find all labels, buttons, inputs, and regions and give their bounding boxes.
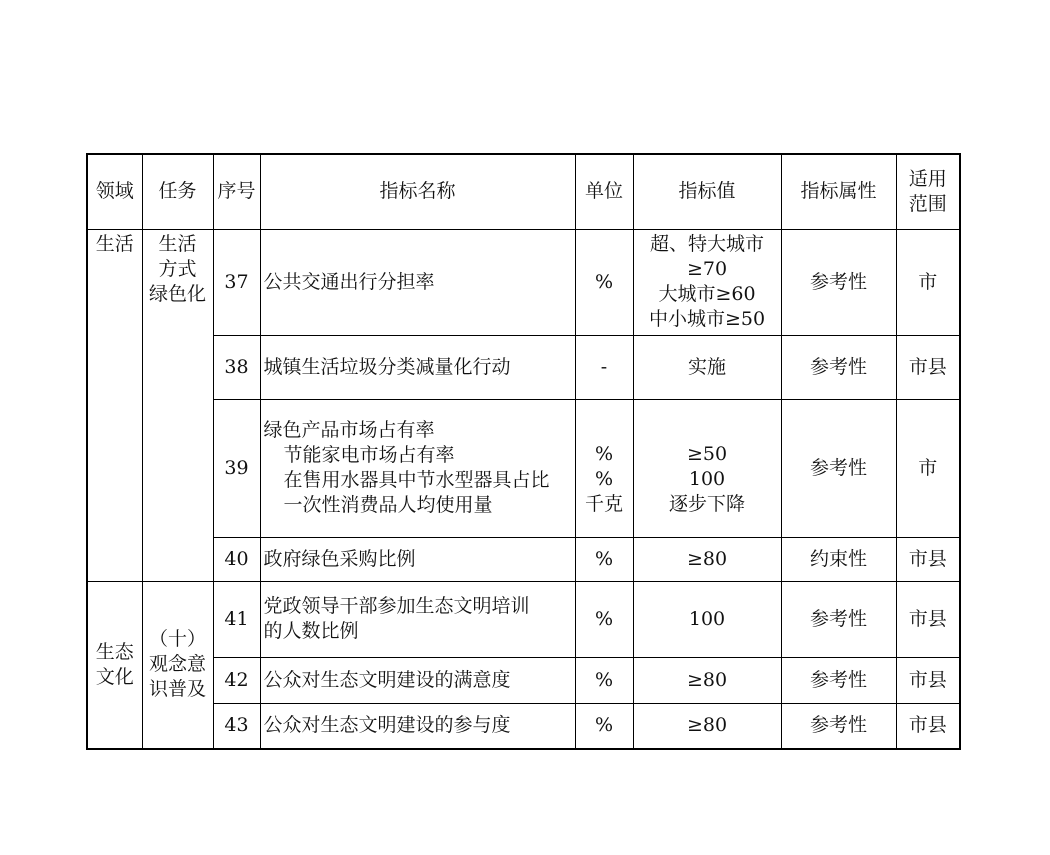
name-line: 的人数比例 bbox=[263, 620, 359, 642]
header-unit: 单位 bbox=[575, 154, 633, 229]
name-cell bbox=[260, 581, 575, 657]
header-value: 指标值 bbox=[633, 154, 781, 229]
unit-cell: - bbox=[575, 335, 633, 399]
table-row bbox=[87, 335, 960, 399]
unit-cell: % bbox=[575, 657, 633, 703]
unit-cell bbox=[575, 399, 633, 537]
table-row bbox=[87, 657, 960, 703]
sub-name-line: 一次性消费品人均使用量 bbox=[283, 494, 493, 516]
name-cell: 城镇生活垃圾分类减量化行动 bbox=[260, 335, 575, 399]
attr-cell: 参考性 bbox=[781, 399, 896, 537]
scope-cell: 市县 bbox=[896, 537, 960, 581]
attr-cell: 参考性 bbox=[781, 335, 896, 399]
value-line: 中小城市≥50 bbox=[648, 308, 766, 330]
attr-cell: 参考性 bbox=[781, 657, 896, 703]
header-seq: 序号 bbox=[213, 154, 260, 229]
header-row bbox=[87, 154, 960, 229]
indicator-table bbox=[86, 153, 961, 750]
value-cell: ≥80 bbox=[633, 703, 781, 749]
value-cell bbox=[633, 229, 781, 335]
value-line: ≥50 bbox=[686, 442, 728, 465]
task-cell-concept bbox=[142, 581, 213, 749]
name-cell bbox=[260, 399, 575, 537]
value-cell: 实施 bbox=[633, 335, 781, 399]
seq-cell: 42 bbox=[213, 657, 260, 703]
name-cell: 政府绿色采购比例 bbox=[260, 537, 575, 581]
seq-cell: 40 bbox=[213, 537, 260, 581]
value-line: 逐步下降 bbox=[668, 492, 745, 515]
name-cell: 公众对生态文明建设的满意度 bbox=[260, 657, 575, 703]
name-line: 绿色产品市场占有率 bbox=[263, 419, 435, 441]
sub-name-line: 节能家电市场占有率 bbox=[283, 444, 455, 466]
scope-cell: 市县 bbox=[896, 703, 960, 749]
seq-cell: 43 bbox=[213, 703, 260, 749]
seq-cell: 41 bbox=[213, 581, 260, 657]
task-cell-green-life bbox=[142, 229, 213, 581]
unit-line: % bbox=[594, 442, 614, 465]
value-cell bbox=[633, 399, 781, 537]
unit-line: % bbox=[594, 467, 614, 490]
table-row bbox=[87, 399, 960, 537]
name-cell: 公共交通出行分担率 bbox=[260, 229, 575, 335]
header-attr: 指标属性 bbox=[781, 154, 896, 229]
name-line: 党政领导干部参加生态文明培训 bbox=[263, 595, 530, 617]
scope-cell: 市县 bbox=[896, 657, 960, 703]
seq-cell: 37 bbox=[213, 229, 260, 335]
attr-cell: 参考性 bbox=[781, 229, 896, 335]
header-domain: 领域 bbox=[87, 154, 142, 229]
table-row bbox=[87, 703, 960, 749]
header-scope bbox=[896, 154, 960, 229]
value-cell: ≥80 bbox=[633, 657, 781, 703]
attr-cell: 参考性 bbox=[781, 703, 896, 749]
value-cell: ≥80 bbox=[633, 537, 781, 581]
scope-cell: 市 bbox=[896, 229, 960, 335]
attr-cell: 约束性 bbox=[781, 537, 896, 581]
header-name: 指标名称 bbox=[260, 154, 575, 229]
domain-cell-life: 生活 bbox=[87, 229, 142, 581]
value-cell: 100 bbox=[633, 581, 781, 657]
value-line: ≥70 bbox=[686, 258, 728, 280]
scope-cell: 市 bbox=[896, 399, 960, 537]
unit-cell: % bbox=[575, 703, 633, 749]
seq-cell: 38 bbox=[213, 335, 260, 399]
task-line: 方式 bbox=[158, 257, 197, 280]
task-line: 绿色化 bbox=[148, 282, 206, 305]
unit-cell: % bbox=[575, 581, 633, 657]
header-scope-line2: 范围 bbox=[908, 192, 947, 215]
table-row bbox=[87, 537, 960, 581]
domain-line: 生态 bbox=[95, 640, 134, 663]
table-row bbox=[87, 229, 960, 335]
attr-cell: 参考性 bbox=[781, 581, 896, 657]
header-task: 任务 bbox=[142, 154, 213, 229]
table-row bbox=[87, 581, 960, 657]
sub-name-line: 在售用水器具中节水型器具占比 bbox=[283, 469, 550, 491]
domain-cell-eco-culture bbox=[87, 581, 142, 749]
task-line: （十） bbox=[148, 628, 206, 651]
seq-cell: 39 bbox=[213, 399, 260, 537]
name-cell: 公众对生态文明建设的参与度 bbox=[260, 703, 575, 749]
domain-line: 文化 bbox=[95, 665, 134, 688]
header-scope-line1: 适用 bbox=[908, 167, 947, 190]
unit-cell: % bbox=[575, 229, 633, 335]
task-line: 识普及 bbox=[148, 678, 206, 701]
scope-cell: 市县 bbox=[896, 335, 960, 399]
value-line: 大城市≥60 bbox=[658, 283, 756, 305]
value-line: 超、特大城市 bbox=[649, 233, 764, 255]
unit-line: 千克 bbox=[584, 492, 623, 515]
scope-cell: 市县 bbox=[896, 581, 960, 657]
task-line: 观念意 bbox=[148, 653, 206, 676]
value-line: 100 bbox=[688, 467, 726, 490]
unit-cell: % bbox=[575, 537, 633, 581]
task-line: 生活 bbox=[158, 232, 197, 255]
